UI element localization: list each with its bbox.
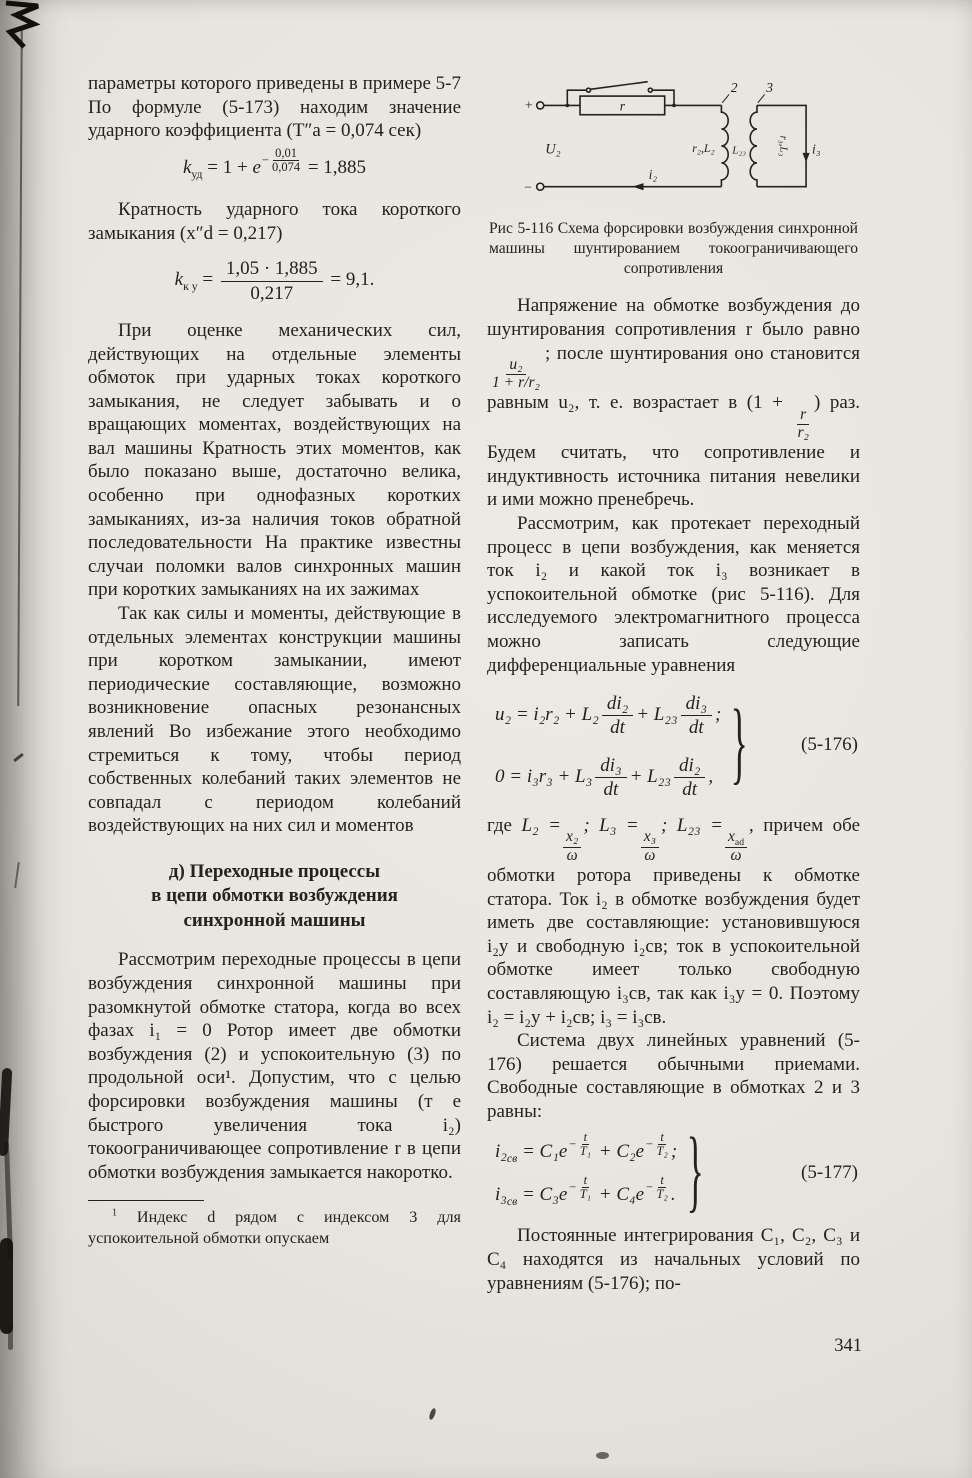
node-dot [672,104,676,108]
scan-mark-spine-line [17,26,23,706]
inline-fraction: $\frac{\text{u₂}}{\text{1 + r/r₂}}$ [492,355,540,392]
footnote [88,1200,461,1248]
current-i3-arrow-icon [802,153,809,162]
right-column [487,72,860,1295]
wire [652,90,673,105]
scan-mark-tick [14,862,20,888]
lead-tick [757,94,764,102]
resistor-r-label: r [619,98,625,114]
equation-number: (5-176) [801,733,858,755]
circuit-diagram [508,80,840,207]
scan-mark-corner [2,0,48,52]
equation-row: u₂ = i₂r₂ + L₂ $\frac{\text{di₂}}{dt}$ + L₂₃ $\frac{\text{di₃}}{dt}$ ; [495,693,722,739]
paragraph: Система двух линейных уравнений (5-176) решается обычными приемами. Свободные составляющие в обмотках 2 и 3 равны: [487,1030,860,1122]
current-i3-label: i₃ [811,141,820,157]
winding-3-coil-icon [750,105,757,186]
system-brace: } [686,1122,704,1223]
exponent-fraction: − $\frac{t}{\text{T₂}}$ [645,1173,668,1202]
formula-impact-coefficient [88,145,461,183]
equation-number: (5-177) [801,1162,858,1184]
wire [567,90,586,105]
footnote-marker: 1 [112,1208,118,1220]
plus-label: + [524,97,533,113]
switch-blade-icon [590,82,648,90]
system-brace: } [730,693,749,794]
voltage-u2-label: U₂ [544,141,561,158]
formula-term: e [252,156,261,178]
lead-tick [722,94,729,102]
equation-row: 0 = i₃r₃ + L₃ $\frac{\text{di₃}}{dt}$ + L₂₃ $\frac{\text{di₂}}{dt}$ , [495,754,714,800]
l23-label: L₂₃ [731,144,746,157]
inline-fraction: $\frac{r}{\text{r₂}}$ [797,405,809,441]
scan-mark-blob [0,1238,13,1334]
formula-subscript: уд [191,167,203,181]
exponent-fraction: − $\frac{t}{\text{T₁}}$ [568,1129,592,1158]
winding-2-coil-icon [721,105,728,186]
formula-short-circuit-ratio [88,258,461,304]
page-content [88,72,860,1295]
paragraph: параметры которого приведены в примере 5-7 По формуле (5-173) находим значение ударного коэффициента (T″a = 0,074 сек) [88,73,461,142]
scan-mark-tick [13,753,24,762]
paragraph-where: где L₂ = $\frac{\text{x₂}}{\omega}$ ; L₃ = $\frac{\text{x₃}}{\omega}$ ; L₂₃ = $\frac{x_{ad}}{\omega}$ , причем обе обмотки ротора приведены к обмотке статора. Ток i₂ в обмотке возбуждения будет иметь две составляющие: установившуюся i₂у и свободную i₂св; ток в успокоительной обмотке имеет только свободную составляющую i₃св, так как i₃у = 0. Поэтому i₂ = i₂у + i₂св; i₃ = i₃св. [487,815,861,1028]
scan-mark-blob [8,1322,13,1350]
minus-label: − [523,179,532,195]
paragraph: При оценке механических сил, действующих на отдельные элементы обмоток при ударных токах короткого замыкания, не следует забывать и о вращающих моментах, воздействующих на вал машины Кратность этих моментов, как было показано выше, достаточно велика, особенно при однофазных коротких замыканиях, из-за наличия токов обратной последовательности На практике известны случаи поломки валов синхронных машин при коротких замыканиях на их зажимах [88,319,461,601]
inline-fraction: $\frac{\text{x₂}}{\omega}$ [563,829,581,864]
node-dot [565,104,569,108]
switch-contact-icon [586,88,590,92]
r2-l2-label: r₂,L₂ [691,140,715,155]
inline-fraction: $\frac{\text{x₃}}{\omega}$ [641,829,659,864]
equation-row: $i_2_{св} = C_1e$ − $\frac{t}{\text{T₁}}$ + C₂e − $\frac{t}{\text{T₂}}$ ; [495,1129,678,1165]
formula-term: = [197,269,218,291]
scan-speck [596,1452,609,1459]
page-number: 341 [834,1336,862,1356]
exponent-fraction: − $\frac{t}{\text{T₁}}$ [568,1173,592,1202]
formula-result: = 1,885 [303,156,367,178]
paragraph: Так как силы и моменты, действующие в отдельных элементах конструкции машины при коротком замыкании, имеют периодические составляющие, возможно возникновение опасных резонансных явлений Во избежание этого необходимо стремиться к тому, чтобы период собственных колебаний таких элементов не совпадал с периодом колебаний воздействующих на них сил и моментов [88,603,461,837]
inline-fraction: $\frac{x_{ad}}{\omega}$ [725,829,747,864]
winding-3-label: 3 [765,80,773,95]
terminal-minus-icon [536,183,543,190]
current-i2-label: i₂ [648,167,657,183]
formula-term: = 1 + [202,156,253,178]
exponent-fraction: − $\frac{0,01}{0,074}$ [261,145,301,175]
r3-l3-label: r₃,L₃ [777,135,790,157]
winding-2-label: 2 [730,80,737,95]
formula-result: = 9,1. [325,269,375,291]
equation-5-176 [487,689,860,800]
exponent-fraction: − $\frac{t}{\text{T₂}}$ [645,1129,668,1158]
paragraph: Рассмотрим, как протекает переходный процесс в цепи возбуждения, как меняется ток i₂ и какой ток i₃ возникает в успокоительной обмотке (рис 5-116). Для исследуемого электромагнитного процесса можно записать следующие дифференциальные уравнения [487,512,860,676]
section-heading: д) Переходные процессы в цепи обмотки возбуждения синхронной машины [151,860,398,931]
switch-contact-icon [648,88,652,92]
left-column [88,72,461,1295]
figure-caption: Рис 5-116 Схема форсировки возбуждения синхронной машины шунтированием токоограничивающего сопротивления [489,220,858,277]
terminal-plus-icon [536,102,543,109]
formula-term: k [182,156,192,178]
formula-subscript: к у [183,280,198,294]
paragraph: Постоянные интегрирования C₁, C₂, C₃ и C₄ находятся из начальных условий по уравнениям (5-176); по- [487,1225,860,1294]
current-i2-arrow-icon [632,183,643,190]
footnote-rule [88,1200,204,1201]
paragraph: Кратность ударного тока короткого замыкания (x″d = 0,217) [88,199,461,244]
equation-5-177 [487,1122,860,1223]
paragraph: Напряжение на обмотке возбуждения до шунтирования сопротивления r было равно $\frac{\text{u₂}}{\text{1 + r/r₂}}$ ; после шунтирования оно становится равным u₂, т. е. возрастает в (1 + $\frac{r}{\text{r₂}}$ ) раз. Будем считать, что сопротивление и индуктивность источника питания невелики и ими можно пренебречь. [487,295,861,511]
fraction: $\frac{1,05 \cdot 1,885}{0,217}$ [221,258,323,304]
figure-5-116 [487,80,860,278]
footnote-text: $^1$ Индекс d рядом с индексом 3 для успокоительной обмотки опускаем [88,1208,461,1248]
scan-speck [428,1408,437,1421]
equation-row: $i_3_{св} = C_3e$ − $\frac{t}{\text{T₁}}$ + C₄e − $\frac{t}{\text{T₂}}$ . [495,1173,676,1208]
paragraph: Рассмотрим переходные процессы в цепи возбуждения синхронной машины при разомкнутой обмотке статора, когда во всех фазах i₁ = 0 Ротор имеет две обмотки возбуждения (2) и успокоительную (3) по продольной оси¹. Допустим, что с целью форсировки возбуждения машины (т е быстрого увеличения тока i₂) токоограничивающее сопротивление r в цепи обмотки возбуждения замыкается накоротко. [88,949,461,1183]
formula-term: k [174,269,184,291]
